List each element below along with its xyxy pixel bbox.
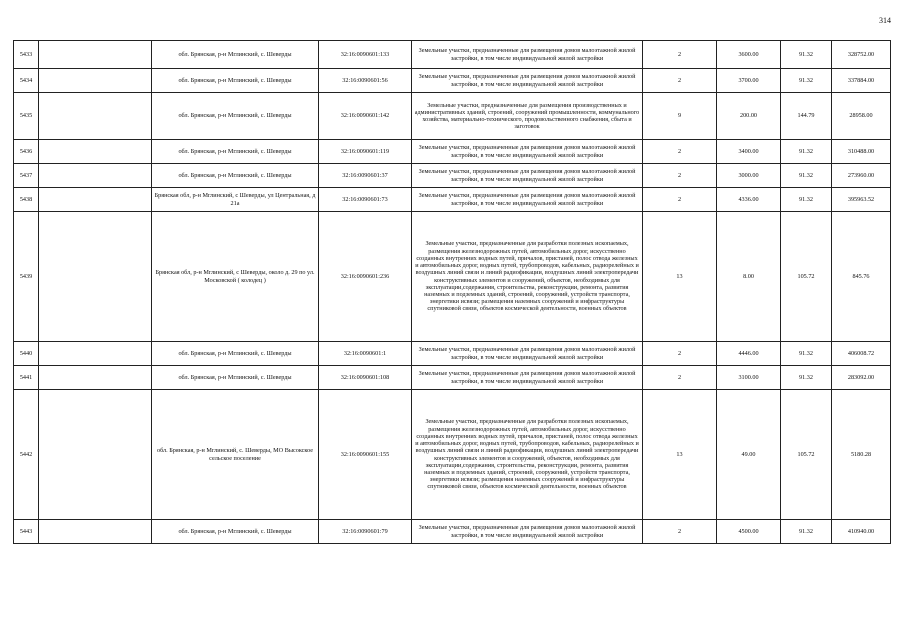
table-row — [14, 212, 891, 342]
value-cell: 328752.00 — [832, 41, 891, 69]
land-use-cell: Земельные участки, предназначенные для разработки полезных ископаемых, размещения железнодорожных путей, автомобильных дорог, искусственно созданных внутренних водных путей, причалов, пристаней, полос отвода железных и автомобильных дорог, водных путей, трубопроводов, кабельных, радиорелейных и воздушных линий связи и линий радиофикации, воздушных линий электропередачи конструктивных элементов и сооружений, объектов, необходимых для эксплуатации,содержания, строительства, реконструкции, ремонта, развития наземных и подземных зданий, строений, сооружений, устройств транспорта, энергетики исвязи; размещения наземных сооружений и инфраструктуры спутниковой связи, объектов космической деятельности, военных объектов — [412, 212, 643, 342]
area-cell: 8.00 — [717, 212, 781, 342]
use-code-cell: 13 — [643, 212, 717, 342]
empty-cell — [39, 140, 152, 164]
row-id: 5437 — [14, 164, 39, 188]
value-cell: 410940.00 — [832, 520, 891, 544]
cadastral-number-cell: 32:16:0090601:108 — [319, 366, 412, 390]
empty-cell — [39, 520, 152, 544]
area-cell: 4336.00 — [717, 188, 781, 212]
empty-cell — [39, 212, 152, 342]
area-cell: 49.00 — [717, 390, 781, 520]
address-cell: обл. Брянская, р-н Мглинский, с. Шеверды — [152, 366, 319, 390]
row-id: 5435 — [14, 93, 39, 140]
value-cell: 283092.00 — [832, 366, 891, 390]
empty-cell — [39, 41, 152, 69]
rate-cell: 144.79 — [781, 93, 832, 140]
land-use-cell: Земельные участки, предназначенные для размещения домов малоэтажной жилой застройки, в том числе индивидуальной жилой застройки — [412, 69, 643, 93]
land-use-cell: Земельные участки, предназначенные для разработки полезных ископаемых, размещения железнодорожных путей, автомобильных дорог, искусственно созданных внутренних водных путей, причалов, пристаней, полос отвода железных и автомобильных дорог, водных путей, трубопроводов, кабельных, радиорелейных и воздушных линий связи и линий радиофикации, воздушных линий электропередачи конструктивных элементов и сооружений, объектов, необходимых для эксплуатации,содержания, строительства, реконструкции, ремонта, развития наземных и подземных зданий, строений, сооружений, устройств транспорта, энергетики исвязи; размещения наземных сооружений и инфраструктуры спутниковой связи, объектов космической деятельности, военных объектов — [412, 390, 643, 520]
cadastral-number-cell: 32:16:0090601:37 — [319, 164, 412, 188]
use-code-cell: 2 — [643, 164, 717, 188]
cadastral-number-cell: 32:16:0090601:142 — [319, 93, 412, 140]
table-row — [14, 390, 891, 520]
row-id: 5434 — [14, 69, 39, 93]
empty-cell — [39, 188, 152, 212]
land-use-cell: Земельные участки, предназначенные для размещения домов малоэтажной жилой застройки, в том числе индивидуальной жилой застройки — [412, 164, 643, 188]
use-code-cell: 2 — [643, 342, 717, 366]
land-use-cell: Земельные участки, предназначенные для размещения домов малоэтажной жилой застройки, в том числе индивидуальной жилой застройки — [412, 140, 643, 164]
table-row — [14, 93, 891, 140]
table-row — [14, 520, 891, 544]
use-code-cell: 2 — [643, 69, 717, 93]
address-cell: обл. Брянская, р-н Мглинский, с. Шеверды — [152, 93, 319, 140]
rate-cell: 105.72 — [781, 212, 832, 342]
empty-cell — [39, 93, 152, 140]
land-use-cell: Земельные участки, предназначенные для размещения домов малоэтажной жилой застройки, в том числе индивидуальной жилой застройки — [412, 520, 643, 544]
rate-cell: 91.32 — [781, 164, 832, 188]
cadastral-number-cell: 32:16:0090601:133 — [319, 41, 412, 69]
value-cell: 845.76 — [832, 212, 891, 342]
value-cell: 395963.52 — [832, 188, 891, 212]
cadastral-number-cell: 32:16:0090601:119 — [319, 140, 412, 164]
address-cell: обл. Брянская, р-н Мглинский, с. Шеверды — [152, 520, 319, 544]
land-use-cell: Земельные участки, предназначенные для размещения домов малоэтажной жилой застройки, в том числе индивидуальной жилой застройки — [412, 366, 643, 390]
empty-cell — [39, 164, 152, 188]
row-id: 5433 — [14, 41, 39, 69]
empty-cell — [39, 390, 152, 520]
table-row — [14, 188, 891, 212]
cadastral-value-table — [13, 40, 891, 544]
cadastral-number-cell: 32:16:0090601:73 — [319, 188, 412, 212]
address-cell: Брянская обл, р-н Мглинский, с Шеверды, около д. 29 по ул. Московской ( колодец ) — [152, 212, 319, 342]
value-cell: 406008.72 — [832, 342, 891, 366]
rate-cell: 91.32 — [781, 41, 832, 69]
land-use-cell: Земельные участки, предназначенные для размещения производственных и административных зданий, строений, сооружений промышленности, коммунального хозяйства, материально-технического, продовольственного снабжения, сбыта и заготовок — [412, 93, 643, 140]
cadastral-number-cell: 32:16:0090601:1 — [319, 342, 412, 366]
value-cell: 28958.00 — [832, 93, 891, 140]
row-id: 5436 — [14, 140, 39, 164]
value-cell: 337884.00 — [832, 69, 891, 93]
land-use-cell: Земельные участки, предназначенные для размещения домов малоэтажной жилой застройки, в том числе индивидуальной жилой застройки — [412, 41, 643, 69]
cadastral-number-cell: 32:16:0090601:236 — [319, 212, 412, 342]
table-row — [14, 69, 891, 93]
row-id: 5441 — [14, 366, 39, 390]
table-row — [14, 140, 891, 164]
area-cell: 3100.00 — [717, 366, 781, 390]
use-code-cell: 2 — [643, 520, 717, 544]
use-code-cell: 13 — [643, 390, 717, 520]
row-id: 5438 — [14, 188, 39, 212]
cadastral-number-cell: 32:16:0090601:79 — [319, 520, 412, 544]
page-number: 314 — [879, 16, 891, 25]
rate-cell: 91.32 — [781, 520, 832, 544]
table-row — [14, 342, 891, 366]
address-cell: Брянская обл, р-н Мглинский, с Шеверды, ул Центральная, д 21а — [152, 188, 319, 212]
empty-cell — [39, 342, 152, 366]
rate-cell: 91.32 — [781, 69, 832, 93]
address-cell: обл. Брянская, р-н Мглинский, с. Шеверды — [152, 69, 319, 93]
address-cell: обл. Брянская, р-н Мглинский, с. Шеверды — [152, 140, 319, 164]
rate-cell: 105.72 — [781, 390, 832, 520]
row-id: 5443 — [14, 520, 39, 544]
area-cell: 4446.00 — [717, 342, 781, 366]
empty-cell — [39, 69, 152, 93]
use-code-cell: 2 — [643, 188, 717, 212]
area-cell: 3400.00 — [717, 140, 781, 164]
rate-cell: 91.32 — [781, 366, 832, 390]
area-cell: 3000.00 — [717, 164, 781, 188]
address-cell: обл. Брянская, р-н Мглинский, с. Шеверды, МО Высокское сельское поселение — [152, 390, 319, 520]
rate-cell: 91.32 — [781, 140, 832, 164]
value-cell: 5180.28 — [832, 390, 891, 520]
address-cell: обл. Брянская, р-н Мглинский, с. Шеверды — [152, 41, 319, 69]
value-cell: 310488.00 — [832, 140, 891, 164]
use-code-cell: 9 — [643, 93, 717, 140]
area-cell: 200.00 — [717, 93, 781, 140]
rate-cell: 91.32 — [781, 188, 832, 212]
table-row — [14, 41, 891, 69]
rate-cell: 91.32 — [781, 342, 832, 366]
area-cell: 4500.00 — [717, 520, 781, 544]
address-cell: обл. Брянская, р-н Мглинский, с. Шеверды — [152, 342, 319, 366]
use-code-cell: 2 — [643, 140, 717, 164]
address-cell: обл. Брянская, р-н Мглинский, с. Шеверды — [152, 164, 319, 188]
empty-cell — [39, 366, 152, 390]
row-id: 5442 — [14, 390, 39, 520]
use-code-cell: 2 — [643, 366, 717, 390]
cadastral-number-cell: 32:16:0090601:155 — [319, 390, 412, 520]
area-cell: 3700.00 — [717, 69, 781, 93]
cadastral-number-cell: 32:16:0090601:56 — [319, 69, 412, 93]
area-cell: 3600.00 — [717, 41, 781, 69]
use-code-cell: 2 — [643, 41, 717, 69]
table-row — [14, 366, 891, 390]
land-use-cell: Земельные участки, предназначенные для размещения домов малоэтажной жилой застройки, в том числе индивидуальной жилой застройки — [412, 342, 643, 366]
value-cell: 273960.00 — [832, 164, 891, 188]
table-row — [14, 164, 891, 188]
row-id: 5439 — [14, 212, 39, 342]
row-id: 5440 — [14, 342, 39, 366]
land-use-cell: Земельные участки, предназначенные для размещения домов малоэтажной жилой застройки, в том числе индивидуальной жилой застройки — [412, 188, 643, 212]
